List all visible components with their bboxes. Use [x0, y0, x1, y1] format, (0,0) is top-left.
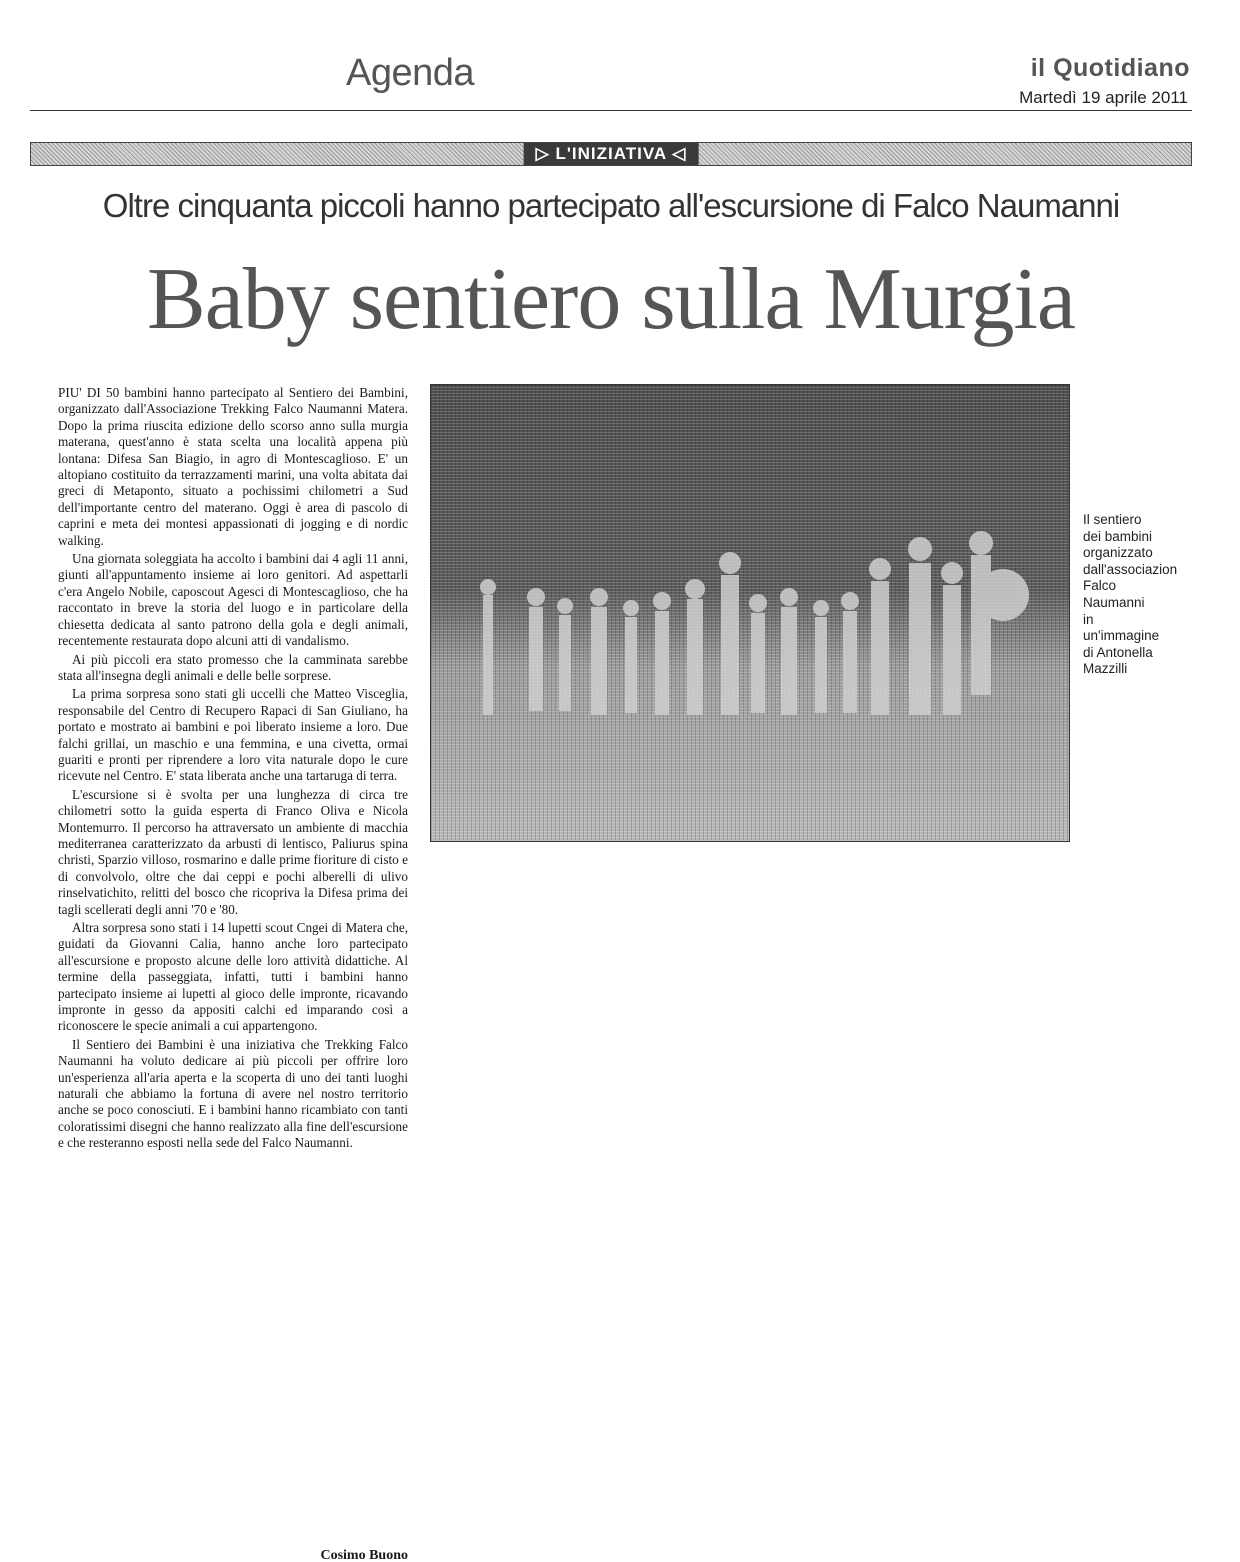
article-paragraph: Il Sentiero dei Bambini è una iniziativa che Trekking Falco Naumanni ha voluto dedicare ai più piccoli per offrire loro un'esperienza all'aria aperta e la scoperta di uno dei tanti luoghi naturali che abbiamo la fortuna di avere nel nostro territorio anche se poco conosciuti. E i bambini hanno ricambiato con tanti coloratissimi disegni che hanno realizzato alla fine dell'escursione e che resteranno esposti nella sede del Falco Naumanni. — [58, 1036, 408, 1151]
article-subhead: Oltre cinquanta piccoli hanno partecipato all'escursione di Falco Naumanni — [102, 187, 1120, 224]
caption-line: organizzato — [1083, 545, 1153, 561]
publication-date: Martedì 19 aprile 2011 — [1019, 88, 1188, 107]
caption-line: Il sentiero — [1083, 512, 1142, 527]
caption-line: Naumanni — [1083, 594, 1145, 610]
article-headline: Baby sentiero sulla Murgia — [147, 251, 1075, 348]
triangle-right-icon: ▷ — [535, 144, 556, 163]
caption-line: di Antonella — [1083, 644, 1153, 660]
article-paragraph: Ai più piccoli era stato promesso che la camminata sarebbe stata all'insegna degli animali e delle belle sorprese. — [58, 651, 408, 683]
caption-line: dei bambini — [1083, 528, 1153, 544]
kicker-text: L'INIZIATIVA — [555, 144, 667, 163]
newspaper-masthead: il Quotidiano — [1030, 54, 1190, 82]
caption-line: in — [1083, 611, 1094, 627]
article-paragraph: L'escursione si è svolta per una lunghezza di circa tre chilometri sotto la guida esperta di Franco Oliva e Nicola Montemurro. Il percorso ha attraversato un ambiente di macchia mediterranea caratterizzato da arbusti di lentisco, Paliurus spina christi, Sparzio villoso, rosmarino e dalle prime fioriture di cisto e di convolvolo, oltre che dai ceppi e pochi alberelli di ulivo rinselvatichito, relitti del bosco che ricopriva la Difesa prima dei tagli scellerati degli anni '70 e '80. — [58, 786, 408, 917]
caption-line: Mazzilli — [1083, 661, 1128, 677]
kicker-label — [524, 143, 699, 165]
caption-line: Falco — [1083, 578, 1117, 594]
kicker-bar — [30, 142, 1192, 166]
triangle-left-icon: ◁ — [666, 144, 687, 163]
article-paragraph: PIU' DI 50 bambini hanno partecipato al Sentiero dei Bambini, organizzato dall'Associazione Trekking Falco Naumanni Matera. Dopo la prima riuscita edizione dello scorso anno sulla murgia materana, quest'anno è stata scelta una località appena più lontana: Difesa San Biagio, in agro di Montescaglioso. E' un altopiano costituito da terrazzamenti marini, una volta abitata dai greci di Metaponto, situato a pochissimi chilometri a Sud dell'importante centro del materano. Oggi è area di pascolo di caprini e meta dei montesi appassionati di jogging e di nordic walking. — [58, 385, 408, 548]
header-rule — [30, 110, 1192, 111]
article-paragraph: La prima sorpresa sono stati gli uccelli che Matteo Visceglia, responsabile del Centro di Recupero Rapaci di San Giuliano, ha portato e mostrato ai bambini e poi liberato insieme a loro. Due falchi grillai, un maschio e una femmina, e una civetta, ormai guariti e pronti per riprendere a loro vita naturale dopo le cure ricevute nel Centro. E' stata liberata anche una tartaruga di terra. — [58, 686, 408, 784]
caption-line: dall'associazion — [1083, 561, 1178, 577]
section-label: Agenda — [346, 52, 475, 94]
article-paragraph: Altra sorpresa sono stati i 14 lupetti scout Cngei di Matera che, guidati da Giovanni Calia, hanno anche loro partecipato all'escursione e proposto alcune delle loro attività didattiche. Al termine della passeggiata, infatti, tutti i bambini hanno partecipato insieme ai lupetti al gioco delle impronte, ricavando impronte in gesso da appositi calchi ed imparando così a riconoscere le specie animali a cui appartengono. — [58, 920, 408, 1034]
article-paragraph: Una giornata soleggiata ha accolto i bambini dai 4 agli 11 anni, giunti all'appuntamento insieme ai loro genitori. Ad aspettarli c'era Angelo Nobile, caposcout Agesci di Montescaglioso, che ha raccontato in breve la storia del luogo e in particolare della chiesetta dedicata al santo patrono della gola e degli animali, recentemente restaurata dopo alcuni atti di vandalismo. — [58, 551, 408, 649]
byline: Cosimo Buono — [320, 1548, 408, 1562]
photo-caption — [1083, 512, 1223, 678]
caption-line: un'immagine — [1083, 628, 1160, 644]
group-of-children-silhouette — [431, 385, 1070, 842]
article-photo — [430, 384, 1070, 842]
article-body — [58, 385, 408, 1154]
